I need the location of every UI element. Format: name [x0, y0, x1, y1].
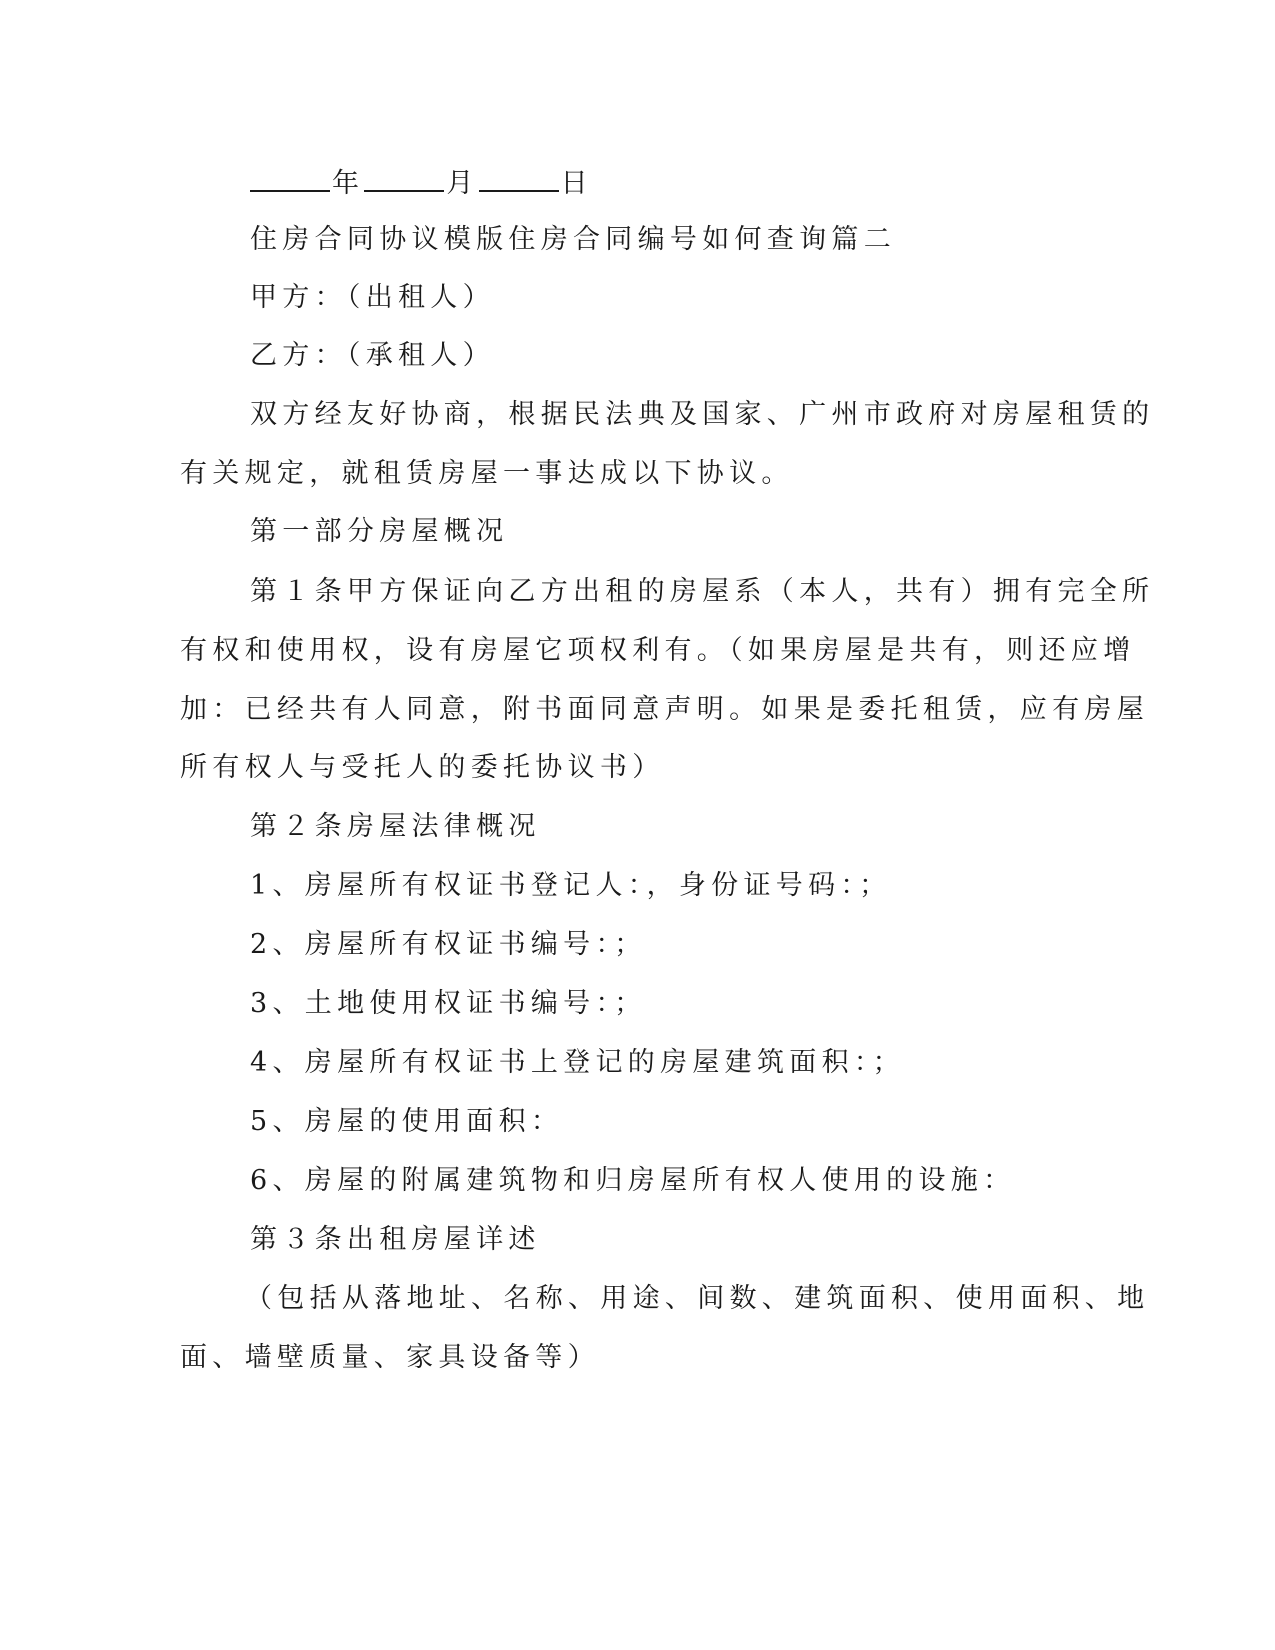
paragraph-line: 面、墙壁质量、家具设备等）: [180, 1342, 600, 1373]
article-heading: 第３条出租房屋详述: [250, 1224, 541, 1255]
list-item: 3、土地使用权证书编号：；: [250, 988, 647, 1019]
list-item: 2、房屋所有权证书编号：；: [250, 929, 647, 960]
paragraph-line: 第１条甲方保证向乙方出租的房屋系（本人，共有）拥有完全所: [250, 576, 1155, 607]
paragraph-line: 所有权人与受托人的委托协议书）: [180, 752, 665, 783]
date-line: [250, 162, 593, 204]
paragraph-line: 双方经友好协商，根据民法典及国家、广州市政府对房屋租赁的: [250, 399, 1155, 430]
paragraph-line: 有关规定，就租赁房屋一事达成以下协议。: [180, 458, 794, 489]
list-item: 6、房屋的附属建筑物和归房屋所有权人使用的设施：: [250, 1165, 1016, 1196]
year-label: 年: [332, 168, 365, 199]
part-heading: 第一部分房屋概况: [250, 516, 509, 547]
month-blank: [364, 162, 444, 192]
party-b: 乙方：（承租人）: [250, 340, 495, 371]
paragraph-line: 加：已经共有人同意，附书面同意声明。如果是委托租赁，应有房屋: [180, 694, 1149, 725]
party-a: 甲方：（出租人）: [250, 282, 495, 313]
section-title: 住房合同协议模版住房合同编号如何查询篇二: [250, 224, 896, 255]
article-heading: 第２条房屋法律概况: [250, 811, 541, 842]
paragraph-line: （包括从落地址、名称、用途、间数、建筑面积、使用面积、地: [245, 1283, 1150, 1314]
day-blank: [479, 162, 559, 192]
list-item: 4、房屋所有权证书上登记的房屋建筑面积：；: [250, 1047, 905, 1078]
year-blank: [250, 162, 330, 192]
paragraph-line: 有权和使用权，设有房屋它项权利有。（如果房屋是共有，则还应增: [180, 635, 1136, 666]
day-label: 日: [560, 168, 593, 199]
list-item: 5、房屋的使用面积：: [250, 1106, 564, 1137]
list-item: 1、房屋所有权证书登记人：，身份证号码：；: [250, 870, 892, 901]
month-label: 月: [446, 168, 479, 199]
